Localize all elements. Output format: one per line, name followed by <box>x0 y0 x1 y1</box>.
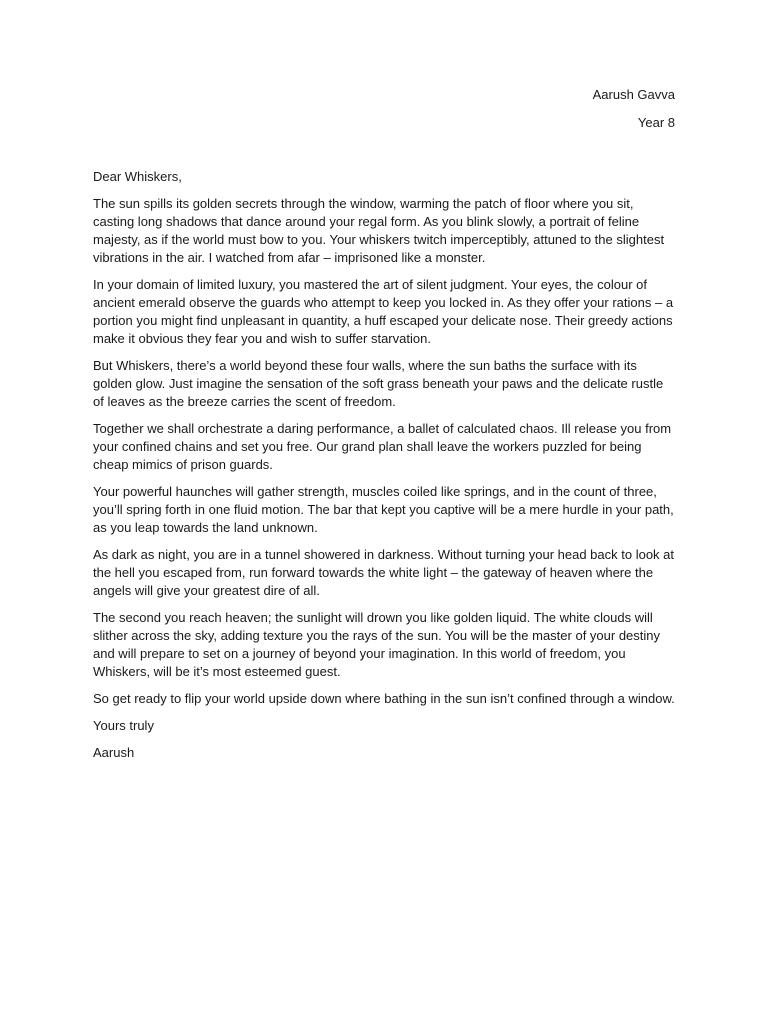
paragraph: Your powerful haunches will gather strength, muscles coiled like springs, and in the count of three, you’ll spring forth in one fluid motion. The bar that kept you captive will be a mere hurdle in your path, as you leap towards the land unknown. <box>93 484 674 535</box>
author-name: Aarush Gavva <box>592 87 675 102</box>
signature: Aarush <box>93 745 135 760</box>
paragraph: In your domain of limited luxury, you mastered the art of silent judgment. Your eyes, the colour of ancient emerald observe the guards who attempt to keep you locked in. As they offer your rations – a portion you might find unpleasant in quantity, a huff escaped your delicate nose. Their greedy actions make it obvious they fear you and wish to suffer starvation. <box>93 277 674 346</box>
paragraph: So get ready to flip your world upside down where bathing in the sun isn’t confined through a window. <box>93 691 675 706</box>
paragraph: But Whiskers, there’s a world beyond these four walls, where the sun baths the surface with its golden glow. Just imagine the sensation of the soft grass beneath your paws and the delicate rustle of leaves as the breeze carries the scent of freedom. <box>93 358 664 409</box>
paragraph: The second you reach heaven; the sunlight will drown you like golden liquid. The white clouds will slither across the sky, adding texture you the rays of the sun. You will be the master of your destiny and will prepare to set on a journey of beyond your imagination. In this world of freedom, you Whiskers, will be it’s most esteemed guest. <box>93 610 661 679</box>
closing: Yours truly <box>93 718 154 733</box>
year-group: Year 8 <box>637 115 675 130</box>
paragraph: The sun spills its golden secrets through the window, warming the patch of floor where you sit, casting long shadows that dance around your regal form. As you blink slowly, a portrait of feline majesty, as if the world must bow to you. Your whiskers twitch imperceptibly, attuned to the slightest vibrations in the air. I watched from afar – imprisoned like a monster. <box>93 196 665 265</box>
salutation: Dear Whiskers, <box>93 169 182 184</box>
letter-body <box>93 168 677 771</box>
letter-header <box>593 86 675 142</box>
paragraph: As dark as night, you are in a tunnel showered in darkness. Without turning your head back to look at the hell you escaped from, run forward towards the white light – the gateway of heaven where the angels will give your greatest dire of all. <box>93 547 675 598</box>
paragraph: Together we shall orchestrate a daring performance, a ballet of calculated chaos. Ill release you from your confined chains and set you free. Our grand plan shall leave the workers puzzled for being cheap mimics of prison guards. <box>93 421 672 472</box>
